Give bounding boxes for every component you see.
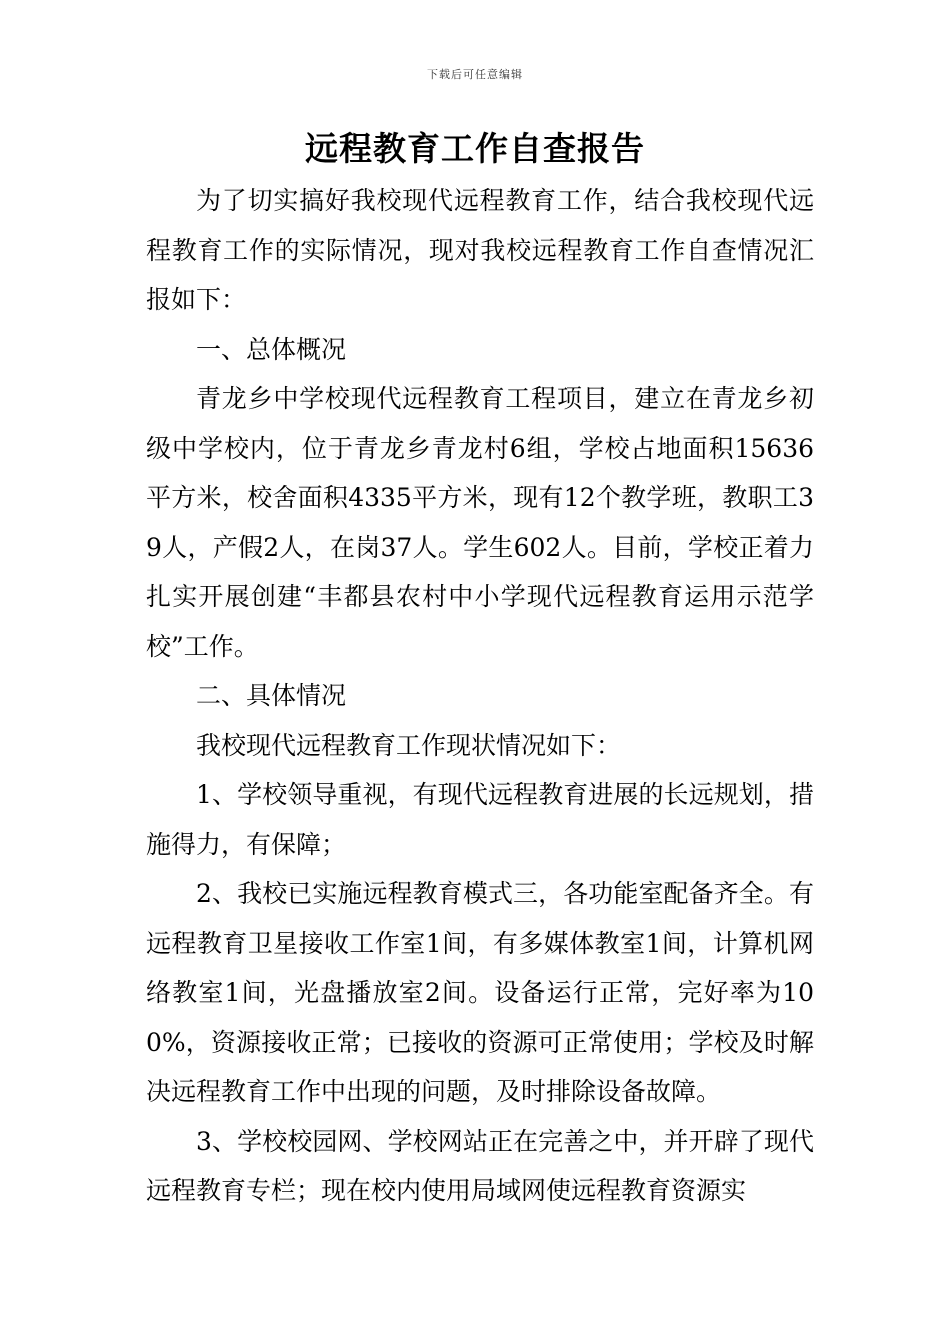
list-item-3: 3、学校校园网、学校网站正在完善之中，并开辟了现代远程教育专栏；现在校内使用局域网使远程教育资源实 [146, 1126, 814, 1205]
intro-paragraph: 为了切实搞好我校现代远程教育工作，结合我校现代远程教育工作的实际情况，现对我校远程教育工作自查情况汇报如下： [146, 186, 814, 314]
page-header-note: 下载后可任意编辑 [427, 68, 523, 81]
details-intro-paragraph: 我校现代远程教育工作现状情况如下： [196, 730, 622, 760]
document-title: 远程教育工作自查报告 [305, 129, 645, 168]
list-item-2: 2、我校已实施远程教育模式三，各功能室配备齐全。有远程教育卫星接收工作室1间，有多媒体教室1间，计算机网络教室1间，光盘播放室2间。设备运行正常，完好率为100%，资源接收正常；已接收的资源可正常使用；学校及时解决远程教育工作中出现的问题，及时排除设备故障。 [146, 879, 814, 1106]
document-body [146, 176, 814, 1216]
section-heading-overview: 一、总体概况 [196, 334, 347, 364]
overview-paragraph: 青龙乡中学校现代远程教育工程项目，建立在青龙乡初级中学校内，位于青龙乡青龙村6组，学校占地面积15636平方米，校舍面积4335平方米，现有12个教学班，教职工39人，产假2人，在岗37人。学生602人。目前，学校正着力扎实开展创建“丰都县农村中小学现代远程教育运用示范学校”工作。 [146, 384, 814, 661]
list-item-1: 1、学校领导重视，有现代远程教育进展的长远规划，措施得力，有保障； [146, 780, 814, 859]
section-heading-details: 二、具体情况 [196, 681, 347, 710]
